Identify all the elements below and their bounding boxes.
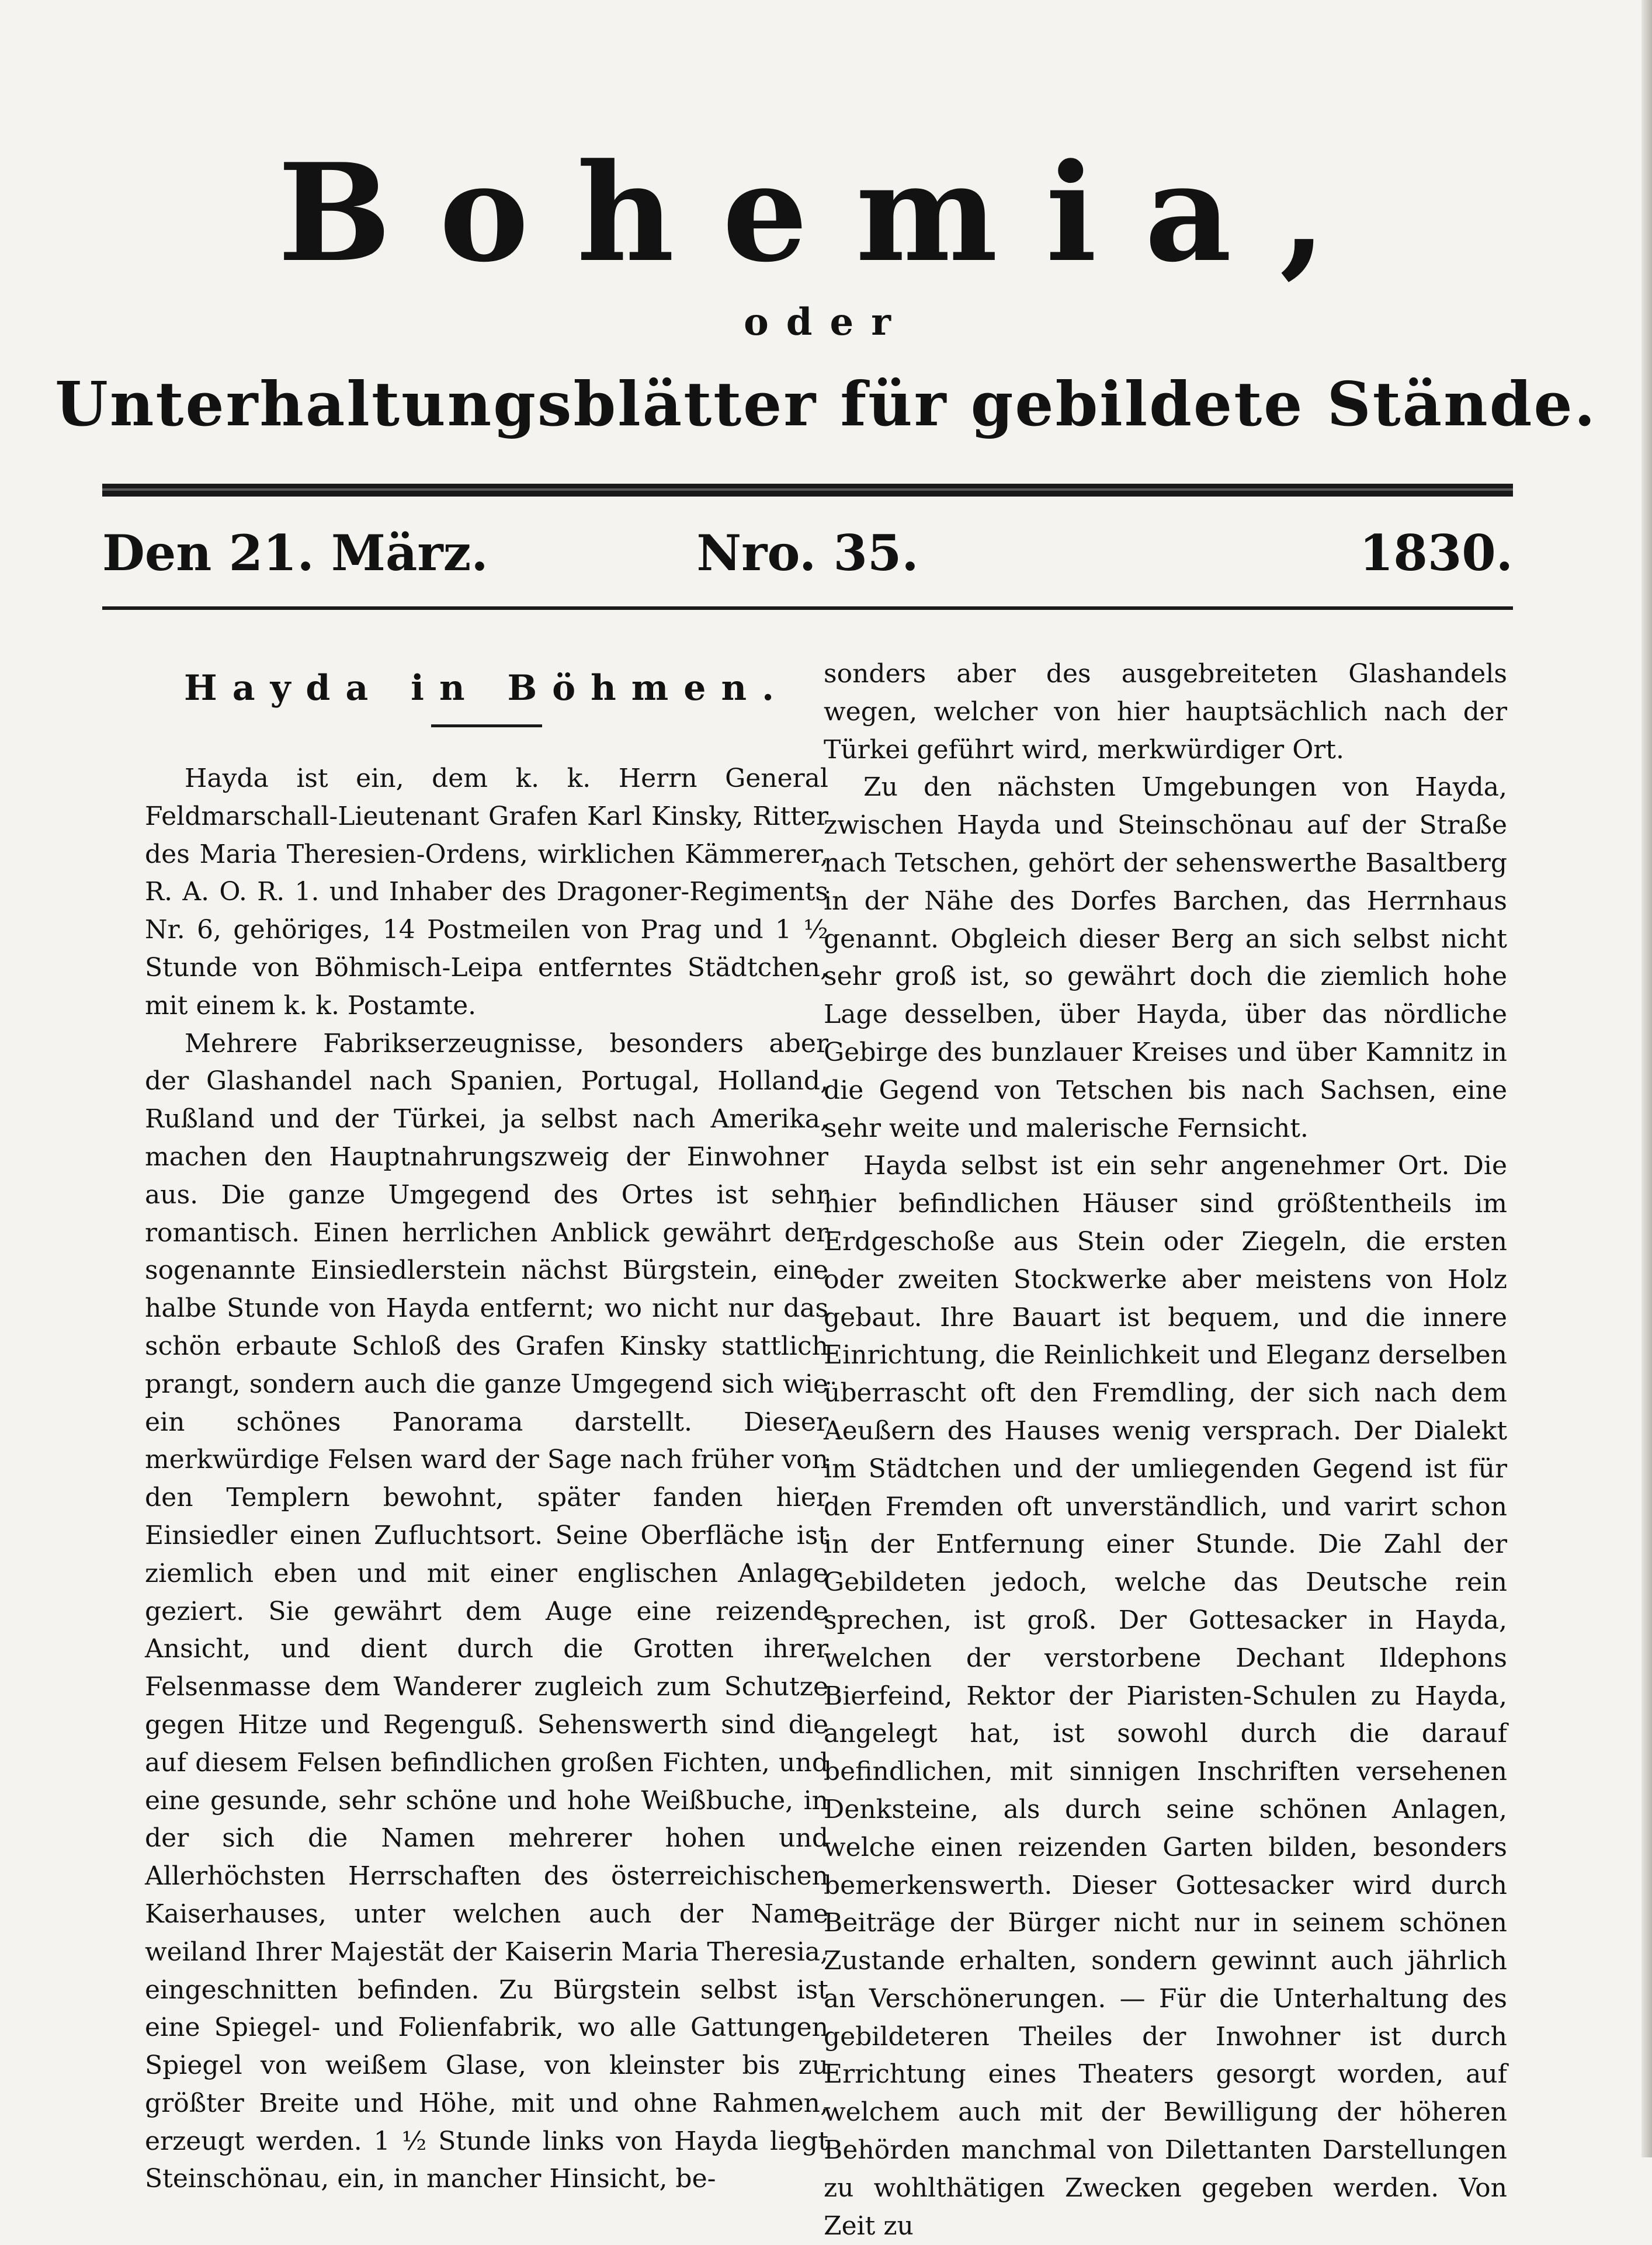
- paragraph: Hayda selbst ist ein sehr angenehmer Ort. Die hier befindlichen Häuser sind größtentheils im Erdgeschoße aus Stein oder Ziegeln, die ersten oder zweiten Stockwerke aber meistens von Holz gebaut. Ihre Bauart ist bequem, und die innere Einrichtung, die Reinlichkeit und Eleganz derselben überrascht oft den Fremdling, der sich nach dem Aeußern des Hauses wenig versprach. Der Dialekt im Städtchen und der umliegenden Gegend ist für den Fremden oft unverständlich, und varirt schon in der Entfernung einer Stunde. Die Zahl der Gebildeten jedoch, welche das Deutsche rein sprechen, ist groß. Der Gottesacker in Hayda, welchen der verstorbene Dechant Ildephons Bierfeind, Rektor der Piaristen-Schulen zu Hayda, angelegt hat, ist sowohl durch die darauf befindlichen, mit sinnigen Inschriften versehenen Denksteine, als durch seine schönen Anlagen, welche einen reizenden Garten bilden, besonders bemerkenswerth. Dieser Gottesacker wird durch Beiträge der Bürger nicht nur in seinem schönen Zustande erhalten, sondern gewinnt auch jährlich an Verschönerungen. — Für die Unterhaltung des gebildeteren Theiles der Inwohner ist durch Errichtung eines Theaters gesorgt worden, auf welchem auch mit der Bewilligung der höheren Behörden manchmal von Dilettanten Darstellungen zu wohlthätigen Zwecken gegeben werden. Von Zeit zu: [824, 1151, 1507, 2241]
- paragraph: Mehrere Fabrikserzeugnisse, besonders aber der Glashandel nach Spanien, Portugal, Holland, Rußland und der Türkei, ja selbst nach Amerika, machen den Hauptnahrungszweig der Einwohner aus. Die ganze Umgegend des Ortes ist sehr romantisch. Einen herrlichen Anblick gewährt der sogenannte Einsiedlerstein nächst Bürgstein, eine halbe Stunde von Hayda entfernt; wo nicht nur das schön erbaute Schloß des Grafen Kinsky stattlich prangt, sondern auch die ganze Umgegend sich wie ein schönes Panorama darstellt. Dieser merkwürdige Felsen ward der Sage nach früher von den Templern bewohnt, später fanden hier Einsiedler einen Zufluchtsort. Seine Oberfläche ist ziemlich eben und mit einer englischen Anlage geziert. Sie gewährt dem Auge eine reizende Ansicht, und dient durch die Grotten ihrer Felsenmasse dem Wanderer zugleich zum Schutze gegen Hitze und Regenguß. Sehenswerth sind die auf diesem Felsen befindlichen großen Fichten, und eine gesunde, sehr schöne und hohe Weißbuche, in der sich die Namen mehrerer hohen und Allerhöchsten Herrschaften des österreichischen Kaiserhauses, unter welchen auch der Name weiland Ihrer Majestät der Kaiserin Maria Theresia, eingeschnitten befinden. Zu Bürgstein selbst ist eine Spiegel- und Folienfabrik, wo alle Gattungen Spiegel von weißem Glase, von kleinster bis zu größter Breite und Höhe, mit und ohne Rahmen, erzeugt werden. 1 ½ Stunde links von Hayda liegt Steinschönau, ein, in mancher Hinsicht, be-: [145, 1028, 828, 2194]
- paragraph: Hayda ist ein, dem k. k. Herrn General Feldmarschall-Lieutenant Grafen Karl Kinsky, Ritter des Maria Theresien-Ordens, wirklichen Kämmerer, R. A. O. R. 1. und Inhaber des Dragoner-Regiments Nr. 6, gehöriges, 14 Postmeilen von Prag und 1 ½ Stunde von Böhmisch-Leipa entferntes Städtchen, mit einem k. k. Postamte.: [145, 764, 828, 1021]
- dateline-rule: [102, 606, 1513, 610]
- masthead-subtitle: Unterhaltungsblätter für gebildete Stände.: [55, 368, 1597, 440]
- title-rule: [431, 724, 542, 727]
- masthead-oder: oder: [744, 300, 908, 344]
- issue-date: Den 21. März.: [102, 524, 488, 582]
- masthead-rule-line: [102, 488, 1513, 491]
- column-left: [145, 654, 828, 2198]
- article-title: Hayda in Böhmen.: [184, 668, 789, 709]
- paragraph: Zu den nächsten Umgebungen von Hayda, zwischen Hayda und Steinschönau auf der Straße nach Tetschen, gehört der sehenswerthe Basaltberg in der Nähe des Dorfes Barchen, das Herrnhaus genannt. Obgleich dieser Berg an sich selbst nicht sehr groß ist, so gewährt doch die ziemlich hohe Lage desselben, über Hayda, über das nördliche Gebirge des bunzlauer Kreises und über Kamnitz in die Gegend von Tetschen bis nach Sachsen, eine sehr weite und malerische Fernsicht.: [824, 772, 1507, 1143]
- paragraph: sonders aber des ausgebreiteten Glashandels wegen, welcher von hier hauptsächlich nach der Türkei geführt wird, merkwürdiger Ort.: [824, 659, 1507, 765]
- column-right: [824, 655, 1507, 2245]
- issue-year: 1830.: [1359, 524, 1513, 582]
- issue-number: Nro. 35.: [696, 524, 919, 582]
- masthead-title: Bohemia,: [277, 134, 1375, 292]
- dateline: [102, 524, 1513, 593]
